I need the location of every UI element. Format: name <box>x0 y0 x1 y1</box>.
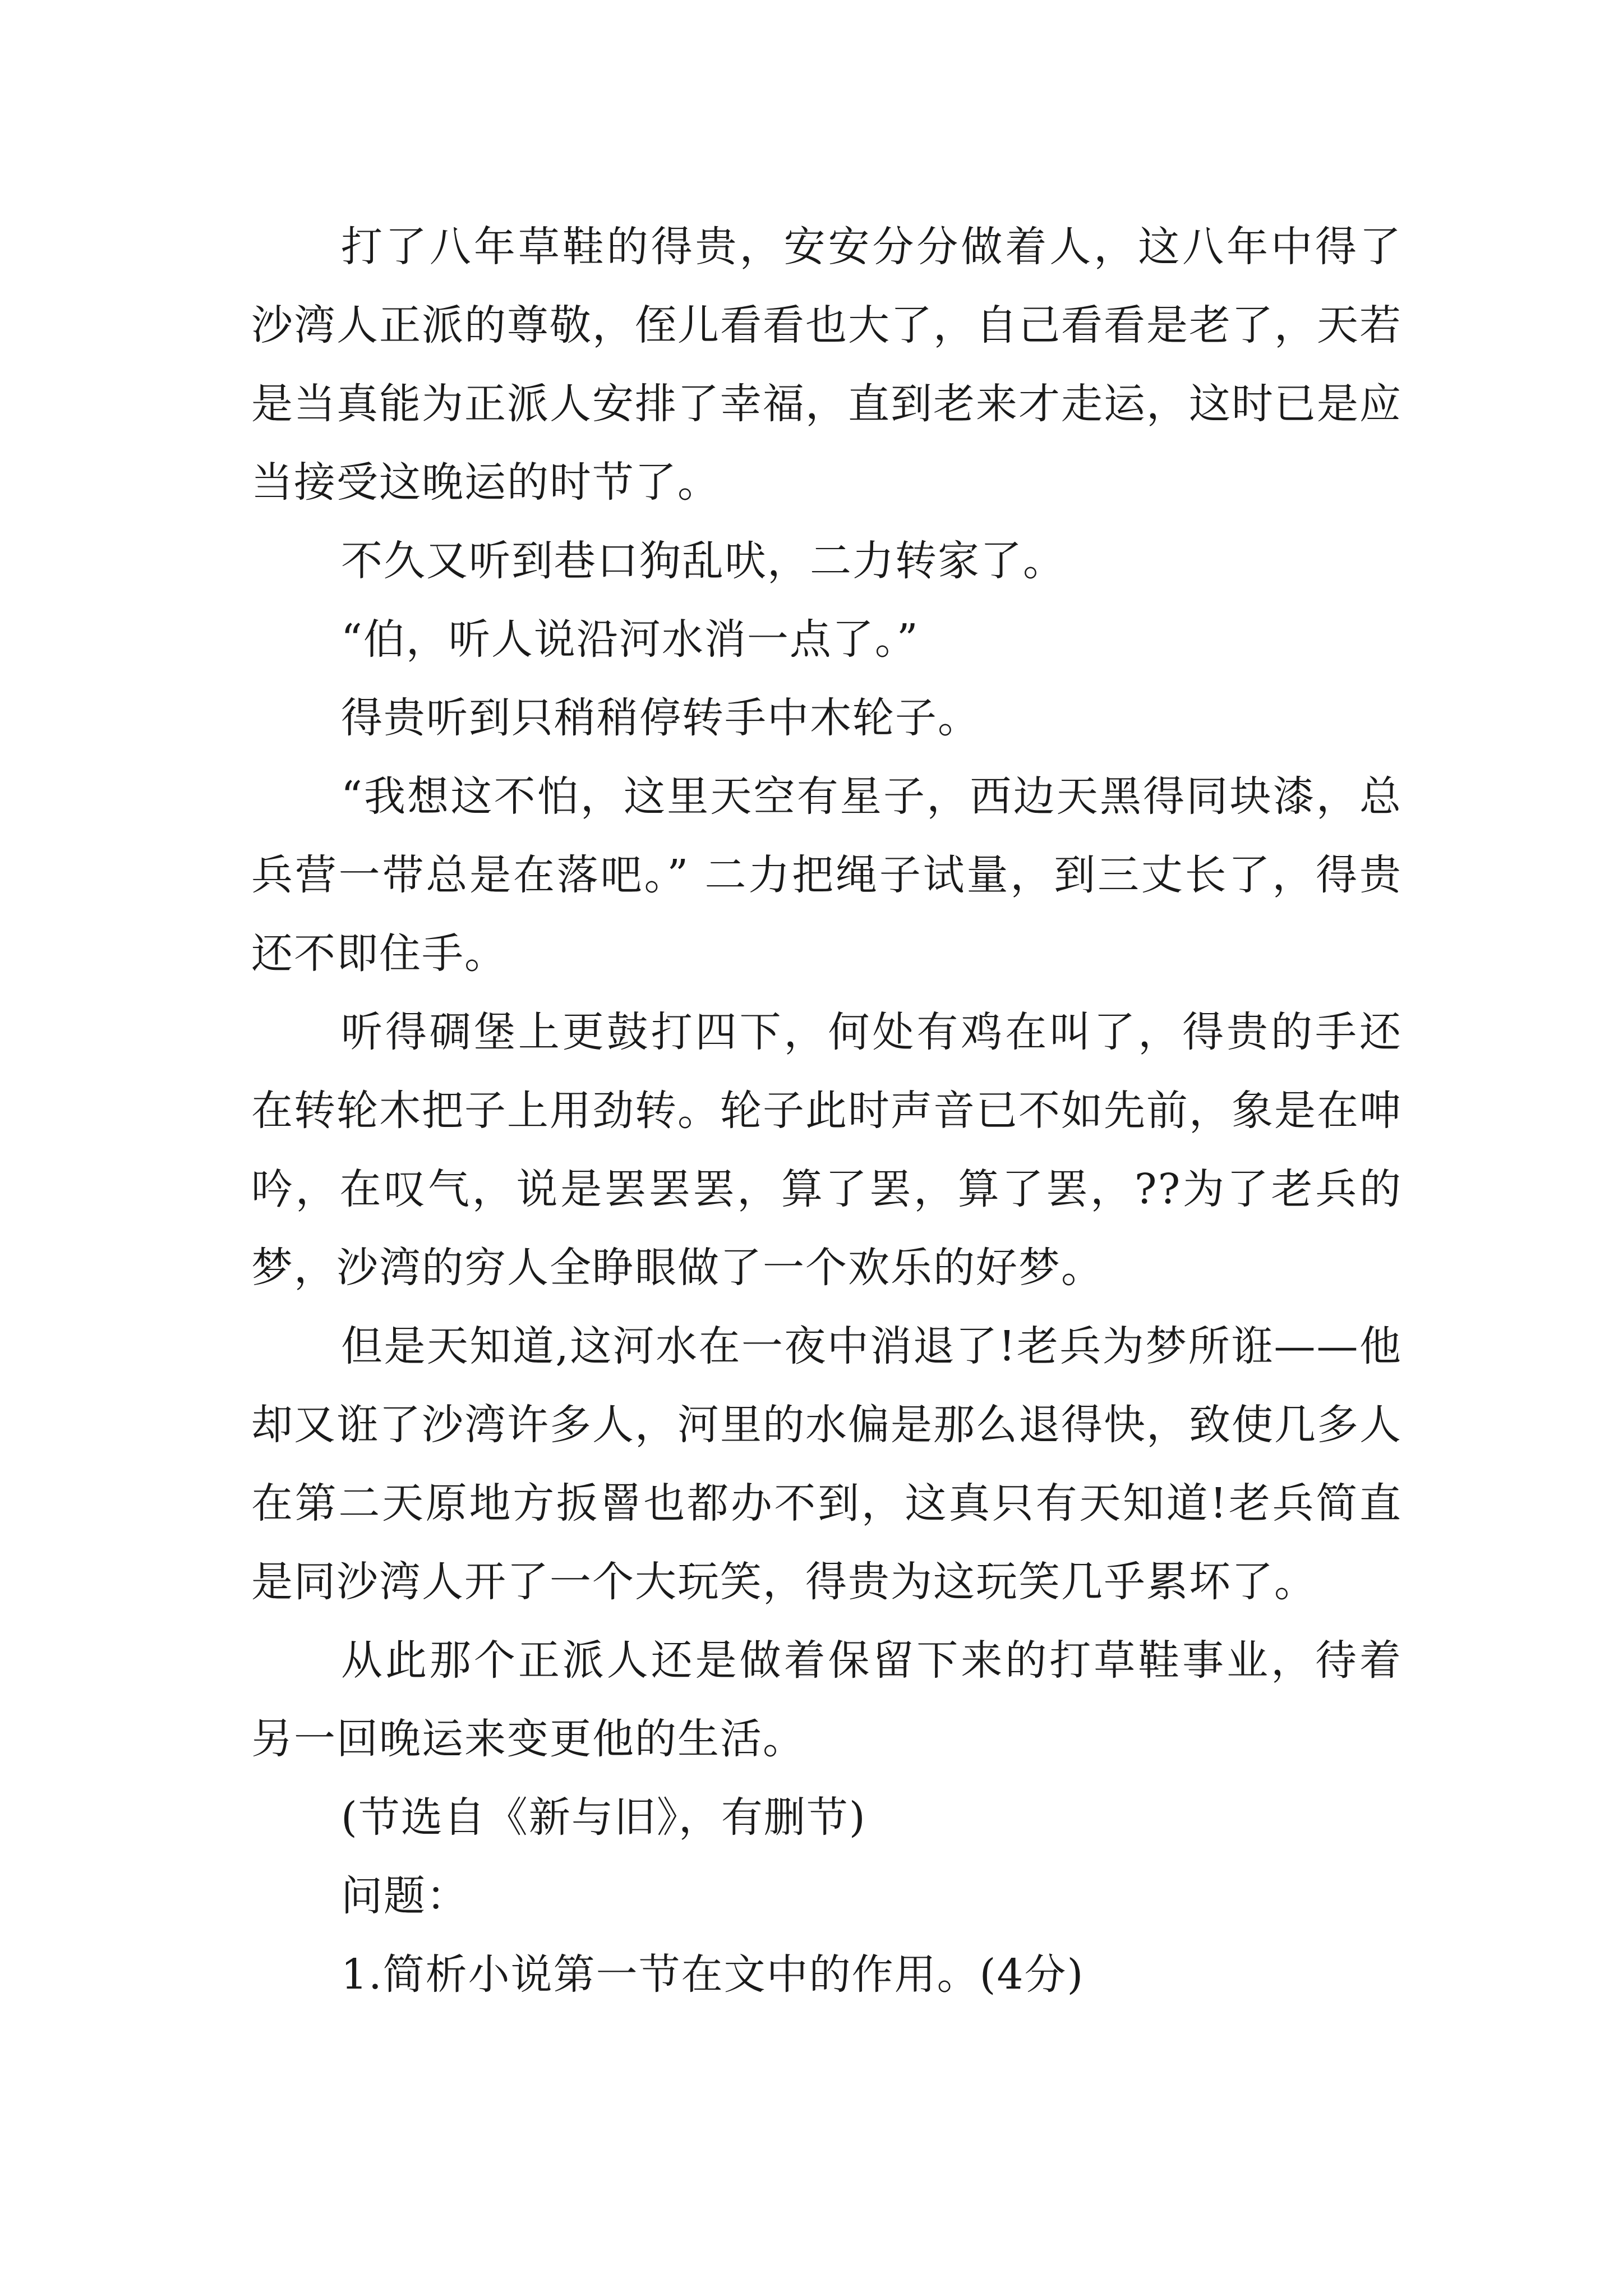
source-citation: (节选自《新与旧》，有删节) <box>341 1793 866 1842</box>
paragraph-drum-fourth-watch: 听得碉堡上更鼓打四下，何处有鸡在叫了，得贵的手还在转轮木把子上用劲转。轮子此时声音已不如先前，象是在呻吟，在叹气，说是罢罢罢，算了罢，算了罢，??为了老兵的梦，沙湾的穷人全睁眼做了一个欢乐的好梦。 <box>251 1008 1402 1292</box>
paragraph-river-receded: 但是天知道,这河水在一夜中消退了!老兵为梦所诳——他却又诳了沙湾许多人，河里的水偏是那么退得快，致使几多人在第二天原地方扳罾也都办不到，这真只有天知道!老兵简直是同沙湾人开了一个大玩笑，得贵为这玩笑几乎累坏了。 <box>251 1322 1402 1606</box>
questions-heading: 问题： <box>341 1872 469 1920</box>
paragraph-old-soldier-fortune: 打了八年草鞋的得贵，安安分分做着人，这八年中得了沙湾人正派的尊敬，侄儿看看也大了，自己看看是老了，天若是当真能为正派人安排了幸福，直到老来才走运，这时已是应当接受这晚运的时节了。 <box>251 223 1402 507</box>
paragraph-rope-measure: “我想这不怕，这里天空有星子，西边天黑得同块漆，总兵营一带总是在落吧。” 二力把绳子试量，到三丈长了，得贵还不即住手。 <box>251 772 1402 978</box>
paragraph-water-receding-dialogue: “伯，听人说沿河水消一点了。” <box>341 615 919 664</box>
question-1: 1.简析小说第一节在文中的作用。(4分) <box>341 1950 1085 1999</box>
document-page <box>251 208 1402 2014</box>
paragraph-straw-sandals-career: 从此那个正派人还是做着保留下来的打草鞋事业，待着另一回晚运来变更他的生活。 <box>251 1636 1402 1763</box>
paragraph-dogs-barking: 不久又听到巷口狗乱吠，二力转家了。 <box>341 537 1066 585</box>
paragraph-wheel-pause: 得贵听到只稍稍停转手中木轮子。 <box>341 694 980 742</box>
